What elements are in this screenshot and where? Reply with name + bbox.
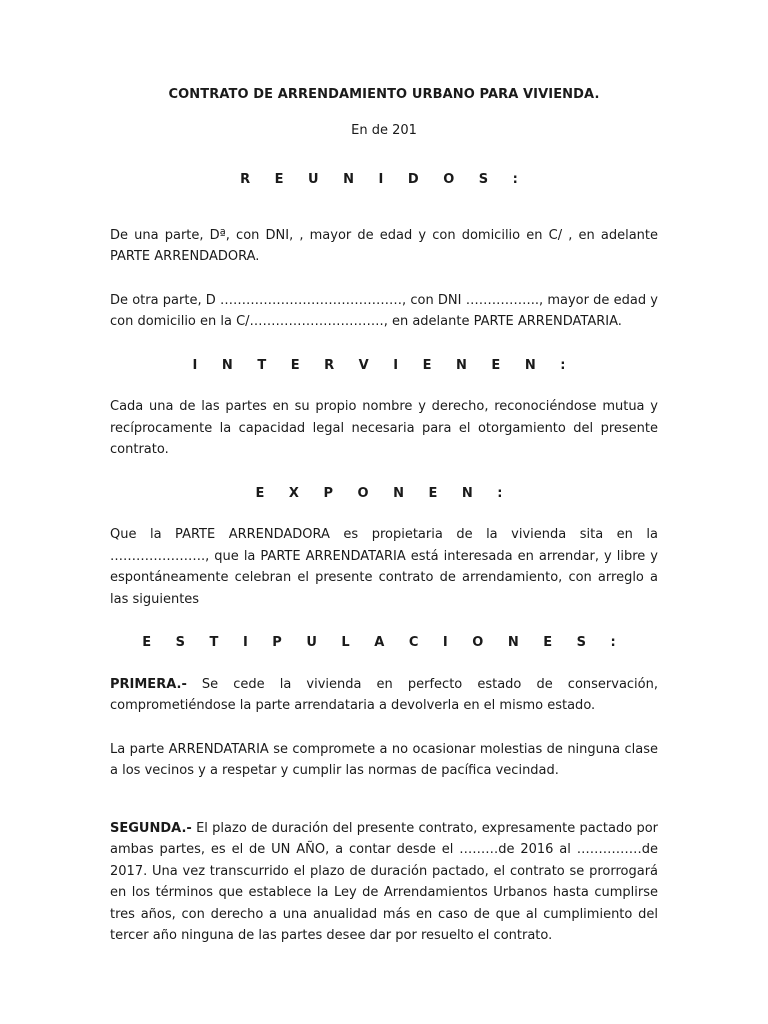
paragraph-intervienen: Cada una de las partes en su propio nombre y derecho, reconociéndose mutua y recíprocamente la capacidad legal necesaria para el otorgamiento del presente contrato. (110, 399, 658, 457)
heading-estipulaciones: E S T I P U L A C I O N E S : (142, 635, 626, 650)
heading-exponen: E X P O N E N : (255, 485, 513, 501)
clause-primera-text: Se cede la vivienda en perfecto estado de conservación, comprometiéndose la parte arrendataria a devolverla en el mismo estado. (110, 676, 658, 713)
paragraph-arrendataria: De otra parte, D ……………………………………, con DNI …………….., mayor de edad y con domicilio en la C/…………………………., en adelante PARTE ARRENDATARIA. (110, 292, 658, 329)
date-line: En de 201 (351, 122, 417, 138)
clause-segunda (110, 818, 658, 947)
paragraph-exponen: Que la PARTE ARRENDADORA es propietaria de la vivienda sita en la …………………., que la PARTE ARRENDATARIA está interesada en arrendar, y libre y espontáneamente celebran el presente contrato de arrendamiento, con arreglo a las siguientes (110, 527, 658, 607)
heading-reunidos: R E U N I D O S : (240, 172, 528, 187)
clause-segunda-text: El plazo de duración del presente contrato, expresamente pactado por ambas partes, es el de UN AÑO, a contar desde el ………de 2016 al ……………de 2017. Una vez transcurrido el plazo de duración pactado, el contrato se prorrogará en los términos que establece la Ley de Arrendamientos Urbanos hasta cumplirse tres años, con derecho a una anualidad más en caso de que al cumplimiento del tercer año ninguna de las partes desee dar por resuelto el contrato. (110, 820, 658, 943)
paragraph-arrendadora: De una parte, Dª, con DNI, , mayor de edad y con domicilio en C/ , en adelante PARTE ARRENDADORA. (110, 227, 658, 264)
heading-intervienen: I N T E R V I E N E N : (192, 357, 576, 373)
clause-segunda-label: SEGUNDA.- (110, 820, 192, 836)
clause-primera-label: PRIMERA.- (110, 676, 187, 692)
contract-title: CONTRATO DE ARRENDAMIENTO URBANO PARA VIVIENDA. (168, 87, 600, 102)
paragraph-vecinos: La parte ARRENDATARIA se compromete a no ocasionar molestias de ninguna clase a los vecinos y a respetar y cumplir las normas de pacífica vecindad. (110, 741, 658, 778)
contract-page (110, 84, 658, 969)
clause-primera (110, 674, 658, 717)
